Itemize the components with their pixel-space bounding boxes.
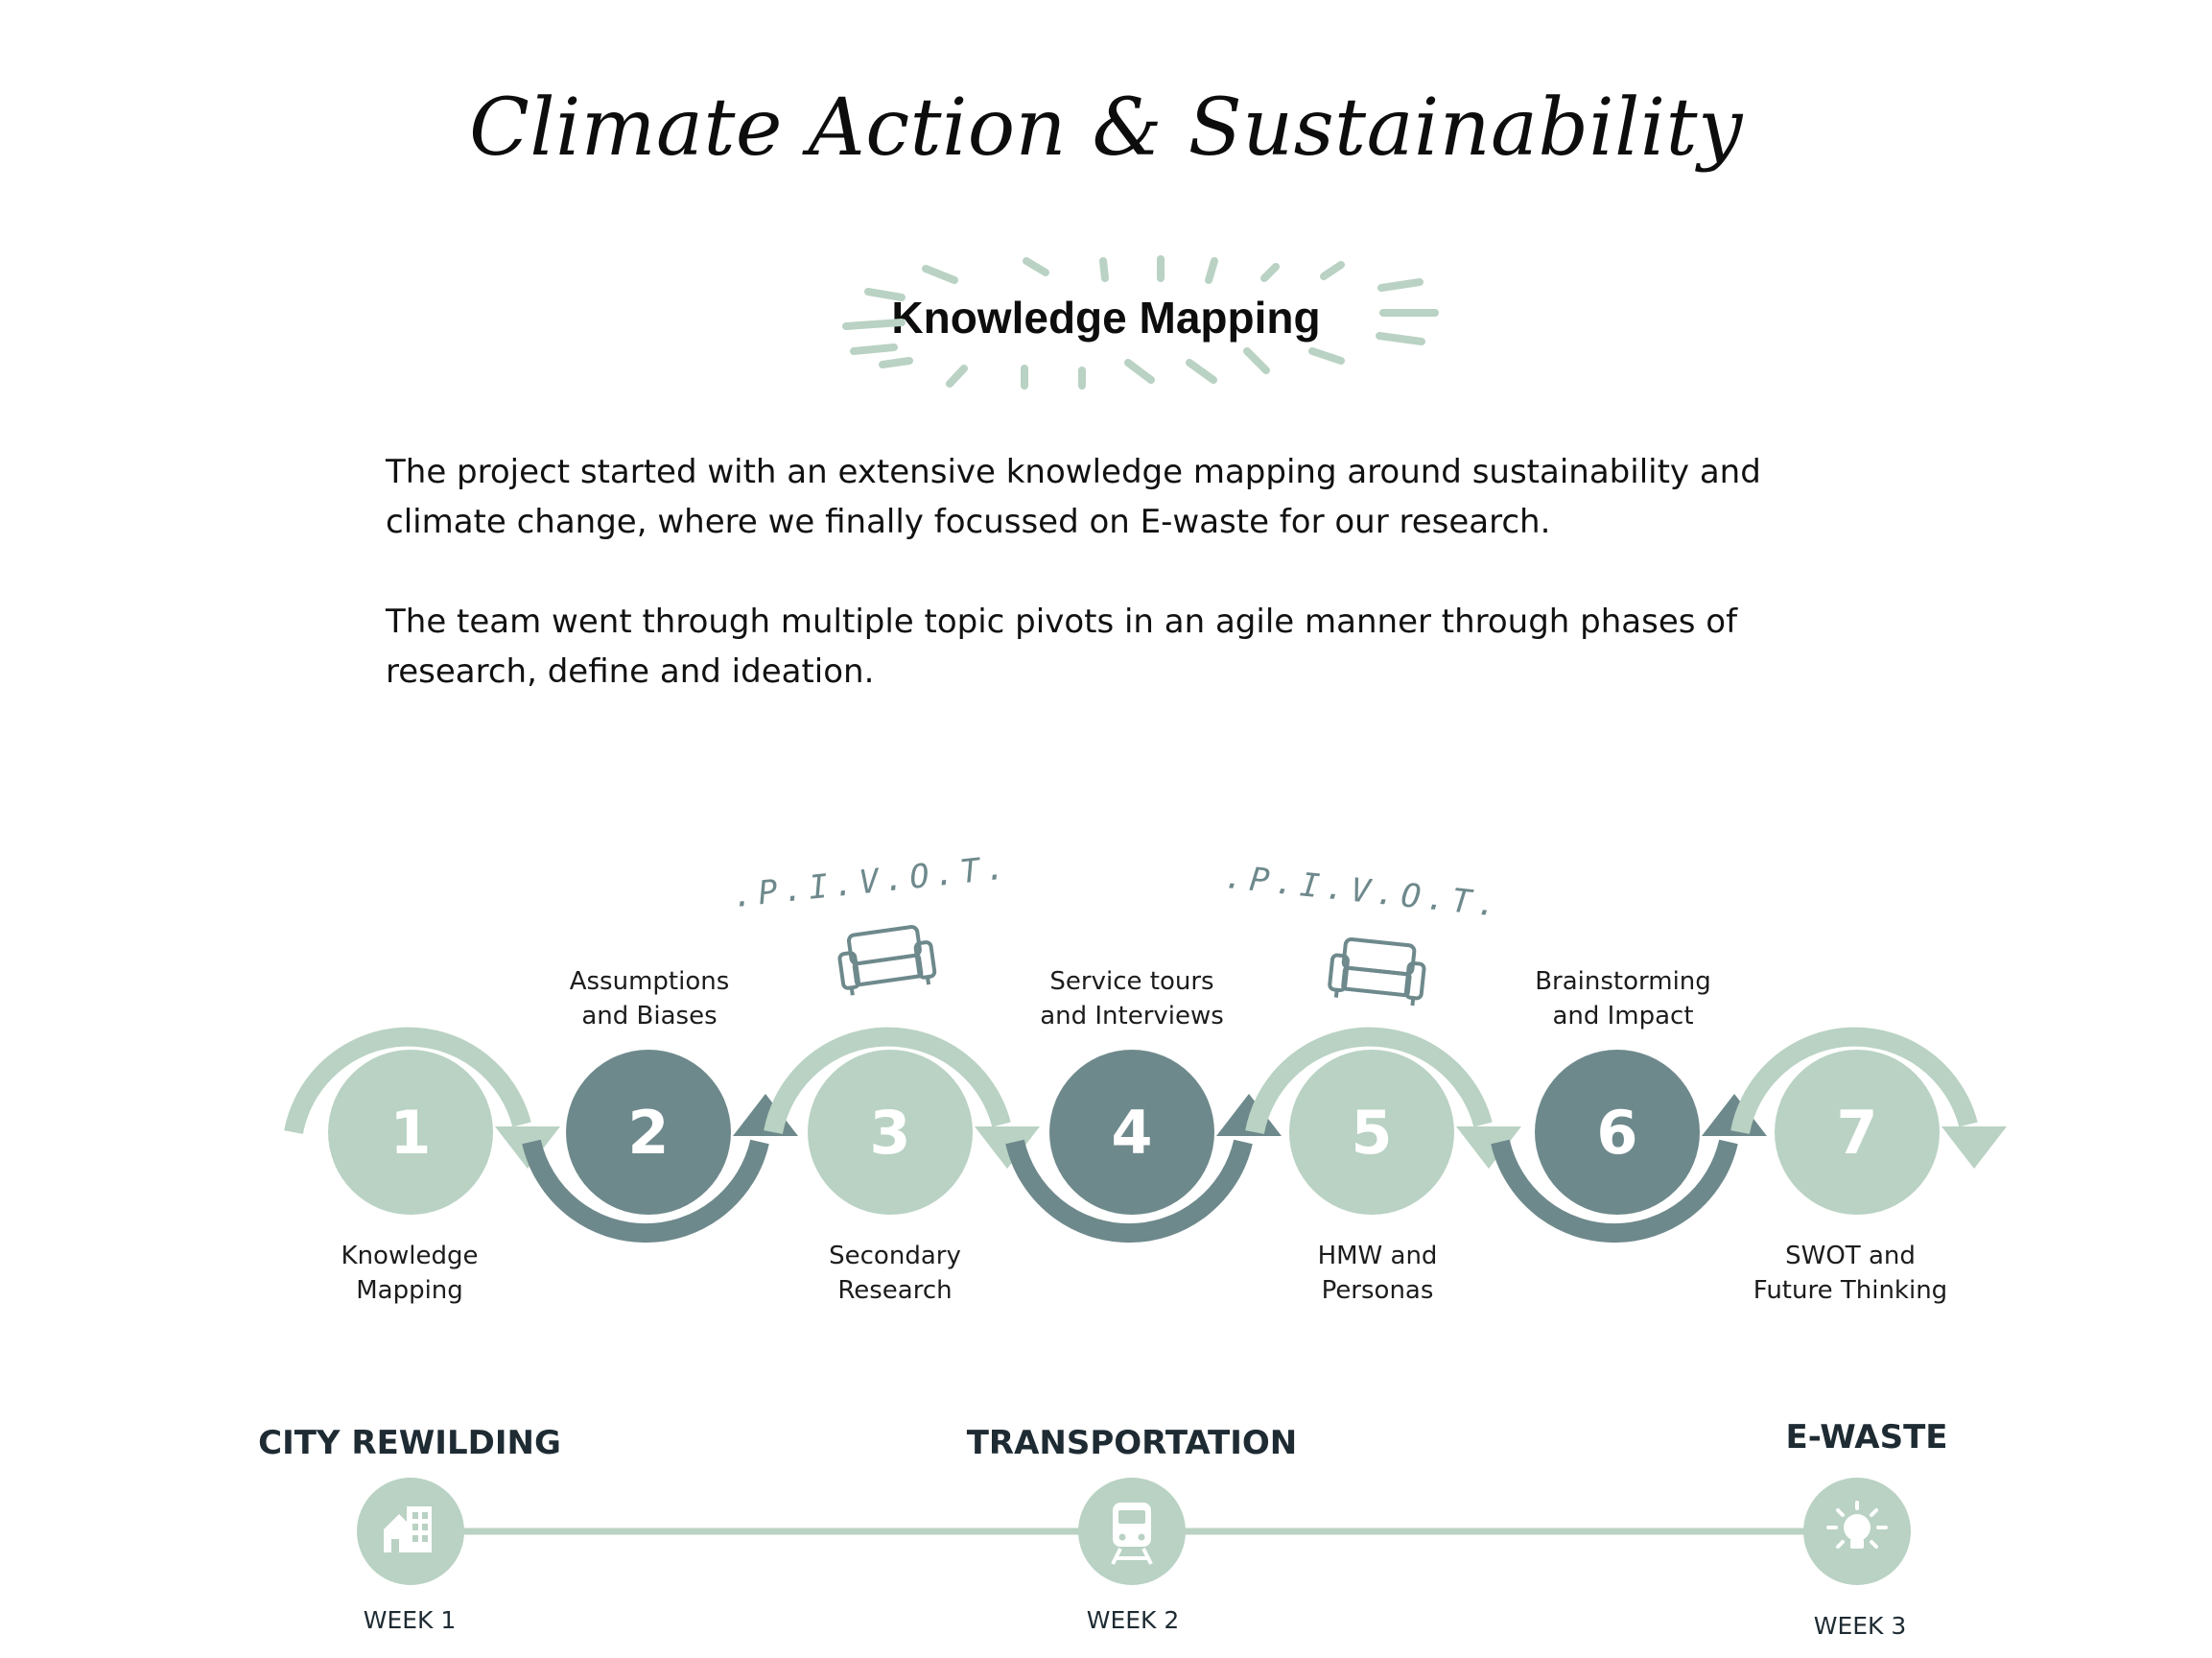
step-5-label: HMW and Personas — [1317, 1242, 1438, 1305]
train-body — [1113, 1503, 1151, 1547]
week-1-label: WEEK 1 — [363, 1606, 457, 1634]
ray-stroke — [1264, 267, 1276, 278]
step-7-number: 7 — [1836, 1098, 1878, 1168]
intro-paragraph-2: The team went through multiple topic pivots in an agile manner through phases of research, define and ideation. — [386, 603, 1738, 691]
step-6-number: 6 — [1596, 1098, 1638, 1168]
sofa-leg — [852, 987, 853, 995]
section-heading: Knowledge Mapping — [891, 293, 1321, 343]
week-3-label: WEEK 3 — [1813, 1612, 1907, 1640]
ray-stroke — [1026, 261, 1046, 272]
sofa-seat — [854, 955, 921, 984]
bulb-glass — [1844, 1514, 1871, 1541]
step-1-label: Knowledge Mapping — [341, 1242, 479, 1305]
page-title: Climate Action & Sustainability — [469, 83, 1743, 174]
ray-stroke — [854, 347, 894, 351]
step-5-number: 5 — [1351, 1098, 1393, 1168]
sofa-icon — [1329, 937, 1426, 1007]
ray-stroke — [846, 322, 902, 326]
sofa-leg — [1412, 998, 1413, 1006]
topic-transportation: TRANSPORTATION — [966, 1424, 1298, 1462]
window — [412, 1512, 418, 1519]
house-door — [391, 1539, 399, 1552]
window — [412, 1524, 418, 1530]
ray-stroke — [868, 292, 902, 297]
ray-stroke — [1247, 351, 1266, 370]
ray-stroke — [1209, 261, 1214, 280]
bulb-base — [1850, 1539, 1864, 1549]
train-light — [1139, 1534, 1145, 1541]
pivot-text: .P.I.V.O.T. — [1222, 857, 1505, 926]
ray-stroke — [1324, 265, 1341, 276]
ray-stroke — [1128, 363, 1151, 380]
ray-stroke — [1379, 336, 1422, 342]
sofa-seat — [1343, 967, 1410, 995]
step-2-number: 2 — [627, 1098, 670, 1168]
step-7-label: SWOT and Future Thinking — [1753, 1242, 1948, 1305]
step-1-number: 1 — [389, 1098, 432, 1168]
step-2-label: Assumptions and Biases — [569, 967, 730, 1030]
sofa-leg — [928, 977, 929, 984]
sofa-leg — [1336, 990, 1337, 998]
step-4-label: Service tours and Interviews — [1040, 967, 1224, 1030]
week-2-label: WEEK 2 — [1086, 1606, 1180, 1634]
topic-e-waste: E-WASTE — [1785, 1418, 1948, 1457]
ray-stroke — [926, 269, 954, 280]
ray-stroke — [1103, 261, 1105, 278]
topic-city-rewilding: CITY REWILDING — [258, 1424, 561, 1462]
window — [422, 1535, 428, 1542]
ray-stroke — [882, 361, 909, 365]
ray-stroke — [1189, 363, 1213, 380]
intro-paragraph-1: The project started with an extensive knowledge mapping around sustainability and climate change, where we finally focussed on E-waste for our research. — [386, 453, 1761, 541]
ray-stroke — [950, 368, 964, 384]
window — [412, 1535, 418, 1542]
sofa-icon — [836, 925, 936, 997]
pivot-text: .P.I.V.O.T. — [730, 847, 1013, 916]
heading-rays-decoration — [846, 259, 1435, 386]
ray-stroke — [1312, 351, 1341, 361]
ray-stroke — [1381, 282, 1420, 288]
step-3-label: Secondary Research — [829, 1242, 961, 1305]
step-4-number: 4 — [1111, 1098, 1153, 1168]
window — [422, 1512, 428, 1519]
arc-arrowhead-down — [1941, 1126, 2007, 1169]
train-light — [1119, 1534, 1126, 1541]
step-6-label: Brainstorming and Impact — [1535, 967, 1711, 1030]
train-window — [1118, 1510, 1145, 1524]
window — [422, 1524, 428, 1530]
topic-timeline — [357, 1478, 1911, 1585]
step-3-number: 3 — [869, 1098, 911, 1168]
